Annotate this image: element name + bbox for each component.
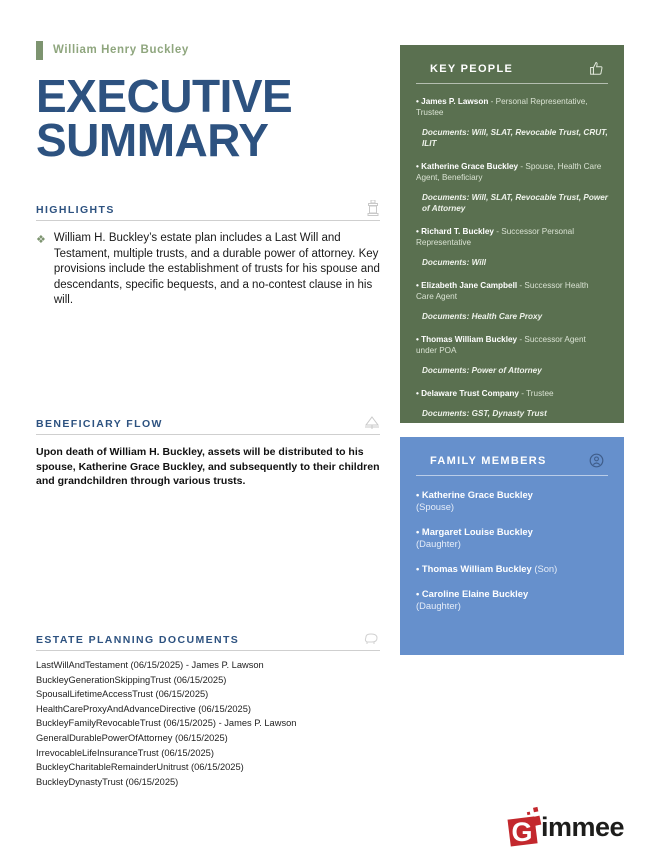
list-item: LastWillAndTestament (06/15/2025) - James P. Lawson bbox=[36, 660, 264, 670]
accent-bar bbox=[36, 41, 43, 60]
key-person-name bbox=[416, 96, 608, 118]
family-member-relation: (Daughter) bbox=[416, 538, 461, 549]
family-member-relation: (Son) bbox=[531, 563, 558, 574]
family-member-name bbox=[416, 563, 608, 575]
family-member-name: • Caroline Elaine Buckley bbox=[416, 588, 529, 599]
key-person-item bbox=[416, 388, 608, 419]
family-members-panel bbox=[400, 437, 624, 655]
left-content-column bbox=[36, 40, 380, 787]
diamond-bullet-icon: ❖ bbox=[36, 234, 46, 246]
key-person-item bbox=[416, 334, 608, 376]
highlights-header bbox=[36, 200, 380, 221]
beneficiary-flow-title: BENEFICIARY FLOW bbox=[36, 418, 163, 430]
key-person-role: - Successor Health Care Agent bbox=[416, 281, 589, 301]
svg-text:G: G bbox=[511, 817, 533, 847]
key-person-documents: Documents: Will, SLAT, Revocable Trust, CRUT, ILIT bbox=[422, 128, 608, 148]
family-member-relation: (Spouse) bbox=[416, 501, 455, 512]
family-member-item bbox=[416, 563, 608, 575]
key-person-name-text: • Delaware Trust Company bbox=[416, 389, 519, 398]
key-person-name bbox=[416, 334, 608, 356]
key-people-title: KEY PEOPLE bbox=[430, 62, 514, 75]
key-person-item bbox=[416, 96, 608, 149]
list-item: BuckleyGenerationSkippingTrust (06/15/2025) bbox=[36, 674, 227, 685]
key-person-documents: Documents: Power of Attorney bbox=[422, 366, 542, 375]
family-members-divider bbox=[416, 475, 608, 476]
list-item: IrrevocableLifeInsuranceTrust (06/15/2025) bbox=[36, 747, 214, 758]
family-members-title: FAMILY MEMBERS bbox=[430, 454, 547, 467]
estate-documents-section bbox=[36, 632, 380, 789]
estate-documents-title: ESTATE PLANNING DOCUMENTS bbox=[36, 634, 240, 646]
highlights-text: William H. Buckley’s estate plan includes a Last Will and Testament, multiple trusts, and a durable power of attorney. Key provisions include the establishment of trusts for his spouse and descendants, specific bequests, and a no-contest clause in his will. bbox=[53, 232, 380, 306]
list-item: HealthCareProxyAndAdvanceDirective (06/15/2025) bbox=[36, 703, 251, 714]
key-person-role: - Spouse, Health Care Agent, Beneficiary bbox=[416, 162, 602, 182]
thumbs-up-icon bbox=[589, 61, 604, 76]
highlights-bullet bbox=[36, 231, 380, 309]
client-name-row bbox=[36, 40, 380, 60]
piggy-bank-icon bbox=[363, 632, 380, 646]
key-person-item bbox=[416, 280, 608, 322]
family-member-name-text: • Thomas William Buckley bbox=[416, 563, 532, 574]
family-member-name: • Katherine Grace Buckley bbox=[416, 489, 533, 500]
key-person-documents: Documents: Will, SLAT, Revocable Trust, Power of Attorney bbox=[422, 193, 608, 213]
beneficiary-flow-section bbox=[36, 416, 380, 489]
key-person-name-text: • Katherine Grace Buckley bbox=[416, 162, 519, 171]
key-person-name-text: • Thomas William Buckley bbox=[416, 335, 518, 344]
key-person-name-text: • James P. Lawson bbox=[416, 97, 489, 106]
family-member-item bbox=[416, 588, 608, 612]
page-title bbox=[36, 70, 380, 167]
beneficiary-flow-text: Upon death of William H. Buckley, assets will be distributed to his spouse, Katherine Grace Buckley, and subsequently to their children and grandchildren through various trusts. bbox=[36, 446, 380, 487]
key-person-name bbox=[416, 280, 608, 302]
key-person-name bbox=[416, 226, 608, 248]
key-person-documents: Documents: Will bbox=[422, 258, 487, 267]
family-member-item bbox=[416, 489, 608, 513]
gimmee-logo-text: immee bbox=[541, 812, 625, 842]
page-title-line-1: EXECUTIVE bbox=[36, 70, 293, 122]
person-circle-icon bbox=[589, 453, 604, 468]
key-person-role: - Successor Agent under POA bbox=[416, 335, 586, 355]
key-person-name bbox=[416, 161, 608, 183]
key-person-documents: Documents: Health Care Proxy bbox=[422, 312, 543, 321]
gimmee-logo bbox=[505, 806, 640, 850]
list-item: SpousalLifetimeAccessTrust (06/15/2025) bbox=[36, 689, 209, 700]
list-item: BuckleyCharitableRemainderUnitrust (06/15/2025) bbox=[36, 762, 244, 773]
beneficiary-flow-body bbox=[36, 435, 380, 489]
key-person-name-text: • Richard T. Buckley bbox=[416, 227, 494, 236]
key-person-role: - Personal Representative, Trustee bbox=[416, 97, 588, 117]
estate-documents-list bbox=[36, 651, 380, 789]
family-member-item bbox=[416, 526, 608, 550]
highlights-body bbox=[36, 221, 380, 309]
page-title-line-2: SUMMARY bbox=[36, 114, 269, 167]
key-person-name bbox=[416, 388, 608, 399]
key-people-inner bbox=[400, 45, 624, 433]
highlights-section bbox=[36, 200, 380, 309]
family-member-name: • Margaret Louise Buckley bbox=[416, 526, 533, 537]
list-item: BuckleyDynastyTrust (06/15/2025) bbox=[36, 776, 179, 787]
key-person-role: - Successor Personal Representative bbox=[416, 227, 575, 247]
key-people-panel bbox=[400, 45, 624, 423]
client-name: William Henry Buckley bbox=[53, 44, 189, 56]
list-item: BuckleyFamilyRevocableTrust (06/15/2025) - James P. Lawson bbox=[36, 718, 297, 729]
key-people-header bbox=[416, 61, 608, 76]
family-members-inner bbox=[400, 437, 624, 626]
highlights-title: HIGHLIGHTS bbox=[36, 204, 115, 216]
key-person-documents: Documents: GST, Dynasty Trust bbox=[422, 409, 547, 418]
key-person-role: - Trustee bbox=[518, 389, 554, 398]
list-item: GeneralDurablePowerOfAttorney (06/15/2025) bbox=[36, 732, 228, 743]
key-person-item bbox=[416, 226, 608, 268]
beneficiary-flow-header bbox=[36, 416, 380, 435]
key-person-item bbox=[416, 161, 608, 214]
bank-building-icon bbox=[366, 200, 380, 216]
estate-documents-header bbox=[36, 632, 380, 651]
key-person-name-text: • Elizabeth Jane Campbell bbox=[416, 281, 518, 290]
scales-icon bbox=[364, 416, 380, 430]
family-member-relation: (Daughter) bbox=[416, 600, 461, 611]
key-people-divider bbox=[416, 83, 608, 84]
family-members-header bbox=[416, 453, 608, 468]
